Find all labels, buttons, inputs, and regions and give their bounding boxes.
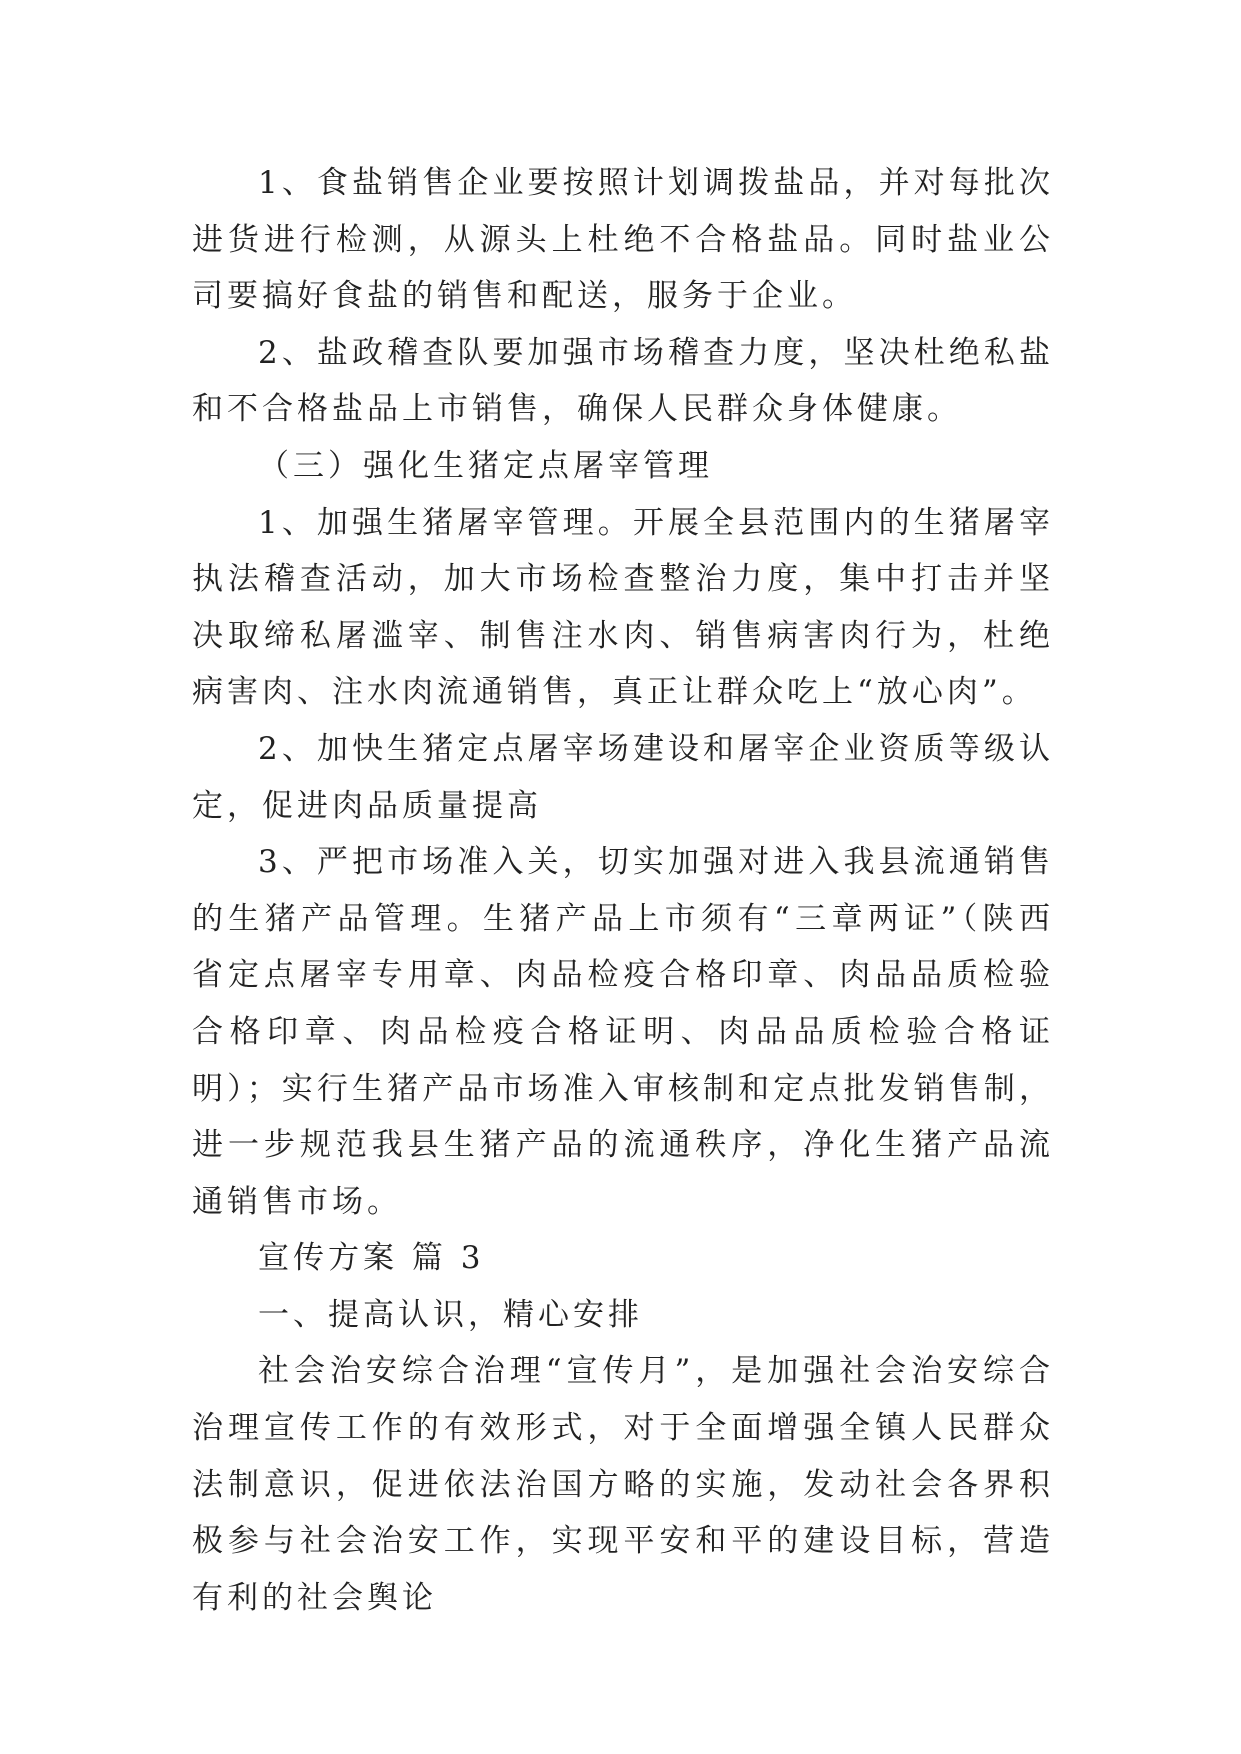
paragraph-slaughterhouse-construction: 2、加快生猪定点屠宰场建设和屠宰企业资质等级认定，促进肉品质量提高 bbox=[192, 730, 1054, 824]
section-title-plan-3: 宣传方案 篇 3 bbox=[258, 1240, 485, 1277]
paragraph-salt-sales: 1、食盐销售企业要按照计划调拨盐品，并对每批次进货进行检测，从源头上杜绝不合格盐品。同时盐业公司要搞好食盐的销售和配送，服务于企业。 bbox=[192, 165, 1054, 315]
paragraph-salt-inspection: 2、盐政稽查队要加强市场稽查力度，坚决杜绝私盐和不合格盐品上市销售，确保人民群众身体健康。 bbox=[192, 334, 1054, 428]
document-body bbox=[192, 155, 1054, 1626]
paragraph-market-access: 3、严把市场准入关，切实加强对进入我县流通销售的生猪产品管理。生猪产品上市须有“三章两证”（陕西省定点屠宰专用章、肉品检疫合格印章、肉品品质检验合格印章、肉品检疫合格证明、肉品品质检验合格证明）；实行生猪产品市场准入审核制和定点批发销售制，进一步规范我县生猪产品的流通秩序，净化生猪产品流通销售市场。 bbox=[192, 844, 1054, 1220]
paragraph-slaughter-management: 1、加强生猪屠宰管理。开展全县范围内的生猪屠宰执法稽查活动，加大市场检查整治力度，集中打击并坚决取缔私屠滥宰、制售注水肉、销售病害肉行为，杜绝病害肉、注水肉流通销售，真正让群众吃上“放心肉”。 bbox=[192, 504, 1054, 711]
section-heading-pig-slaughter: （三）强化生猪定点屠宰管理 bbox=[258, 447, 713, 484]
paragraph-publicity-month: 社会治安综合治理“宣传月”，是加强社会治安综合治理宣传工作的有效形式，对于全面增强全镇人民群众法制意识，促进依法治国方略的实施，发动社会各界积极参与社会治安工作，实现平安和平的建设目标，营造有利的社会舆论 bbox=[192, 1353, 1054, 1616]
section-heading-awareness: 一、提高认识，精心安排 bbox=[258, 1296, 643, 1333]
